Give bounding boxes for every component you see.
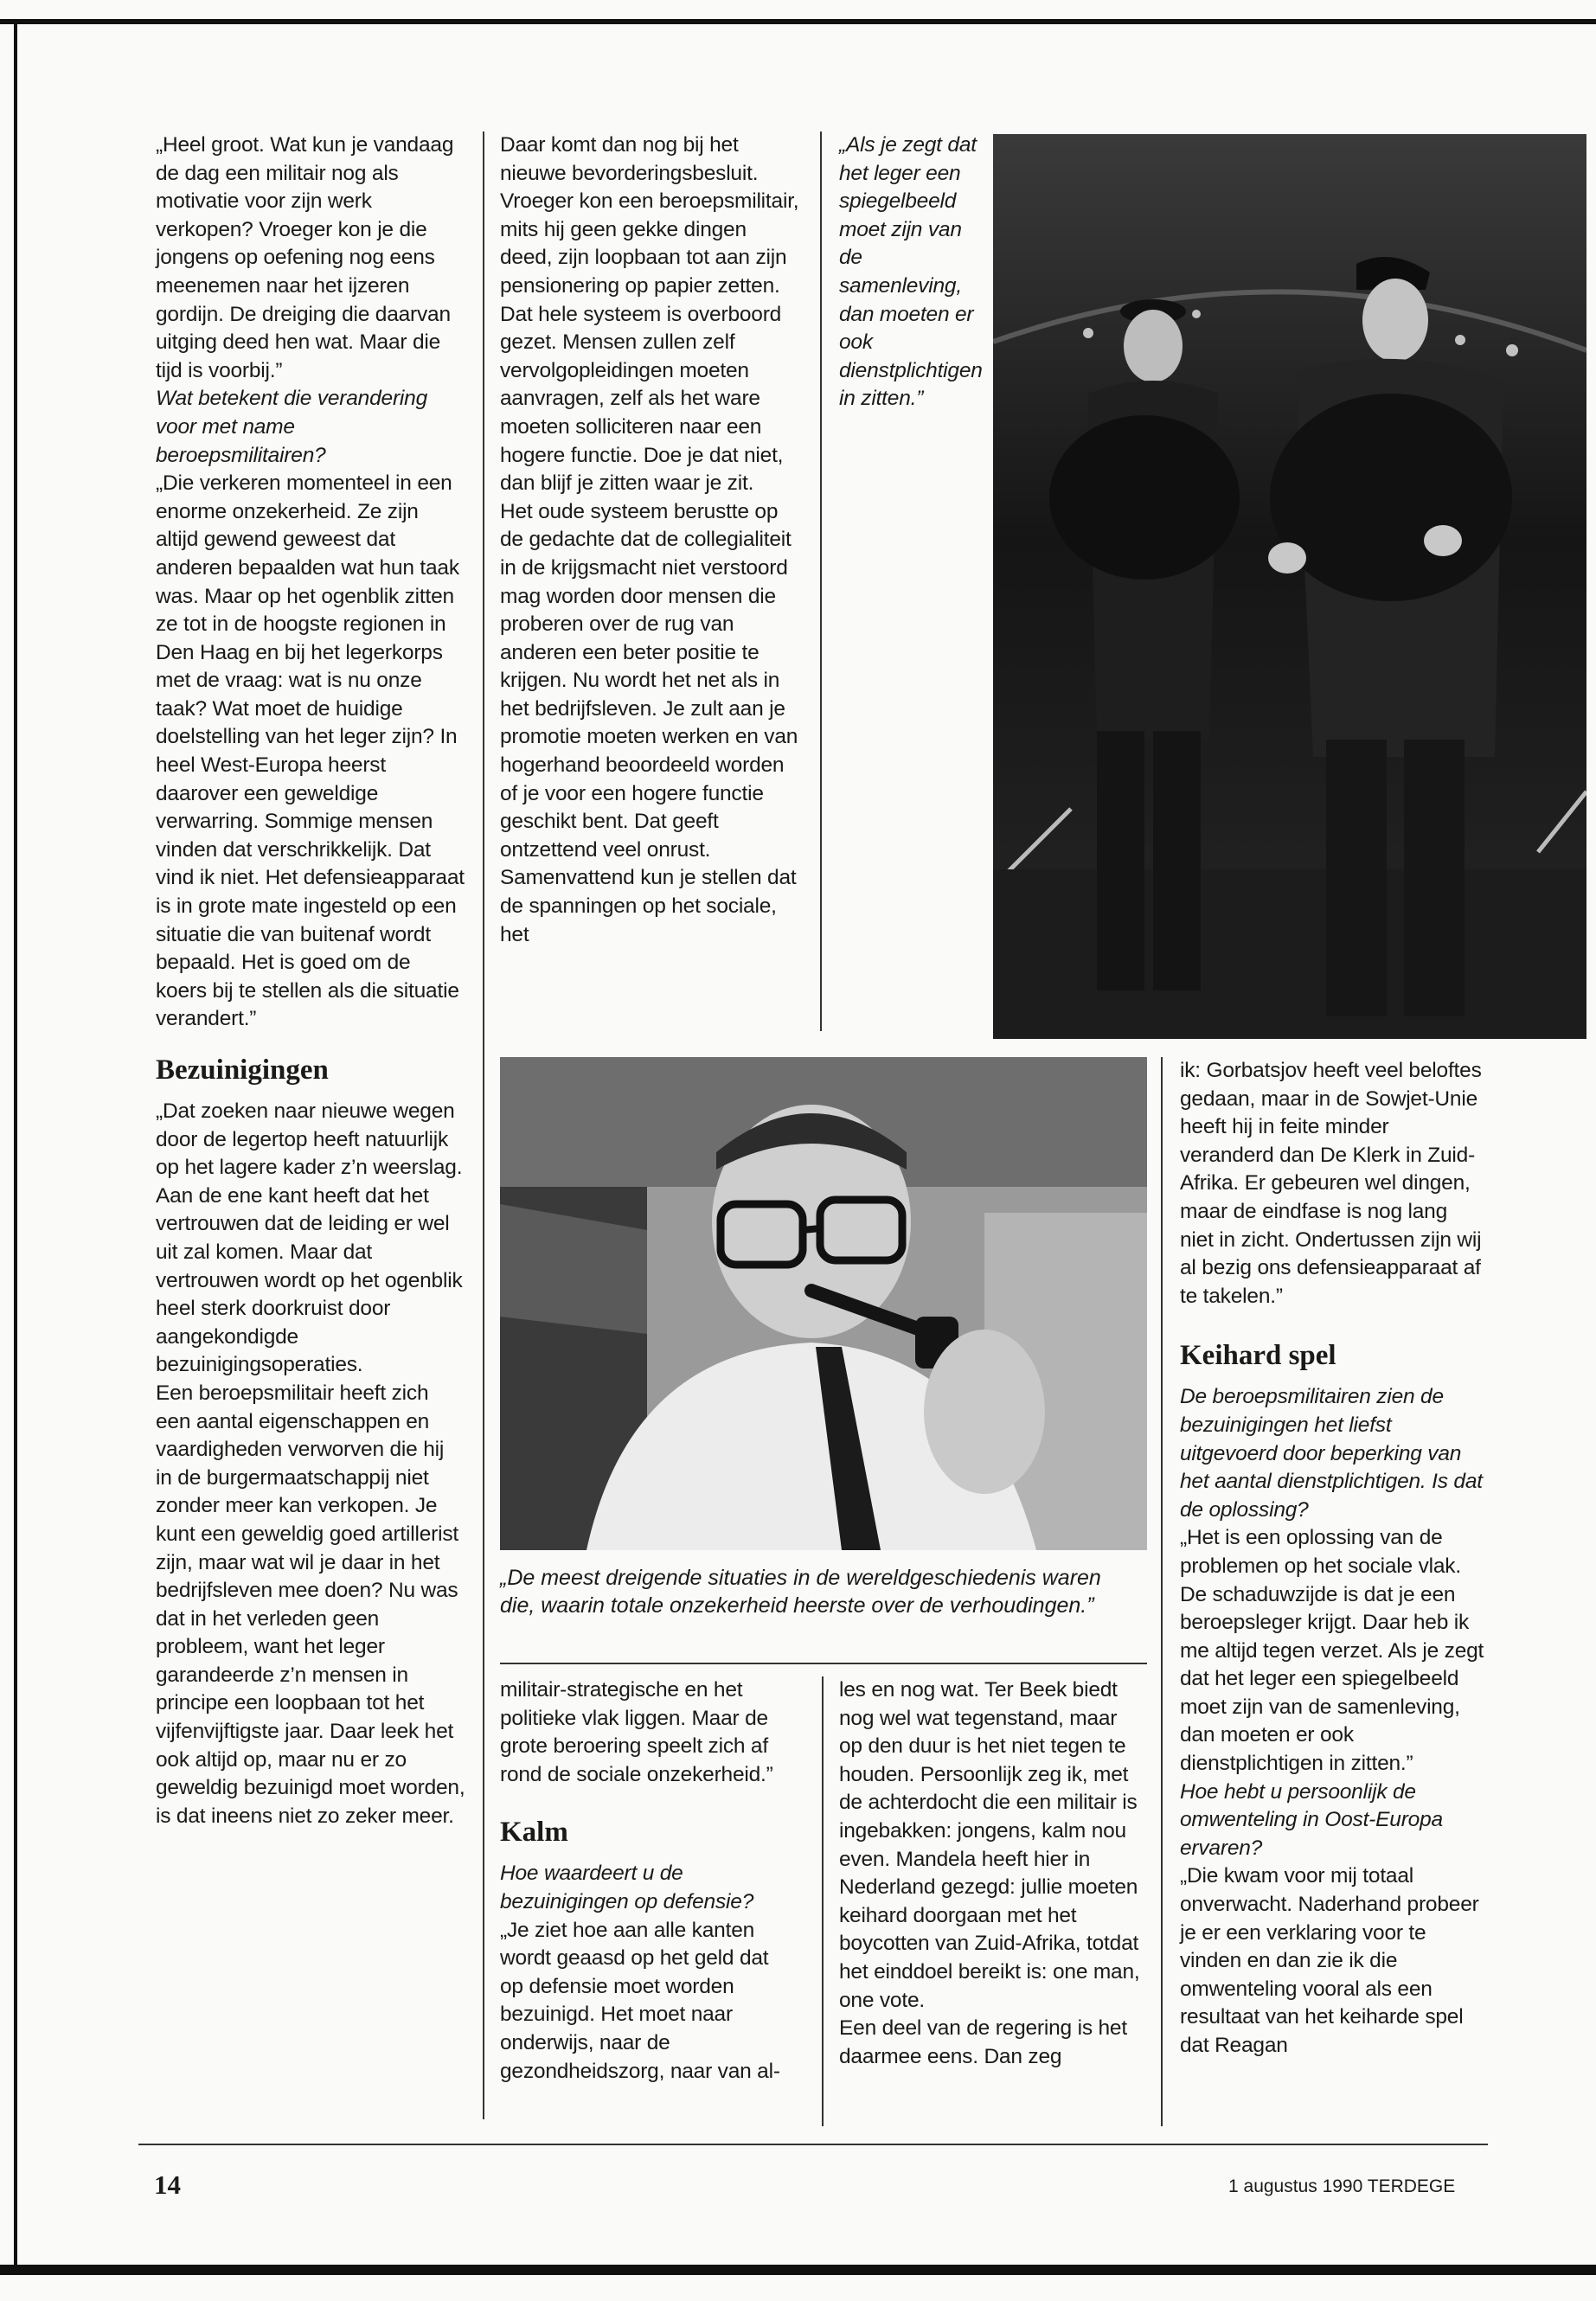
paragraph: „Heel groot. Wat kun je vandaag de dag een militair nog als motivatie voor zijn werk verkopen? Vroeger kon je die jongens op oefening nog eens meenemen naar het ijzeren gordijn. De dreiging die daarvan uitging deed hen wat. Maar die tijd is voorbij.” (156, 133, 454, 382)
pull-quote: „Als je zegt dat het leger een spiegelbeeld moet zijn van de samenleving, dan moeten er ook dienstplichtigen in zitten.” (839, 133, 983, 411)
paragraph: „Dat zoeken naar nieuwe wegen door de legertop heeft natuurlijk op het lagere kader z’n weerslag. Aan de ene kant heeft dat het vertrouwen dat de leiding er wel uit zal komen. Maar dat vertrouwen wordt op het ogenblik heel sterk doorkruist door aangekondigde bezuinigingsoperaties. (156, 1099, 463, 1377)
paragraph: ik: Gorbatsjov heeft veel beloftes gedaan, maar in de Sowjet-Unie heeft hij in feite minder veranderd dan De Klerk in Zuid-Afrika. Er gebeuren wel dingen, maar de eindfase is nog lang niet in zicht. Ondertussen zijn wij al bezig ons defensieapparaat af te takelen.” (1180, 1059, 1482, 1308)
interview-question: Wat betekent die verandering voor met name beroepsmilitairen? (156, 387, 428, 467)
paragraph: les en nog wat. Ter Beek biedt nog wel wat tegenstand, maar op den duur is het niet tegen te houden. Persoonlijk zeg ik, met de achterdocht die een militair is ingebakken: jongens, kalm nou even. Mandela heeft hier in Nederland gezegd: jullie moeten keihard doorgaan met het boycotten van Zuid-Afrika, totdat het einddoel bereikt is: one man, one vote. (839, 1678, 1140, 2012)
man-with-pipe-photo (500, 1057, 1147, 1550)
article-column-2 (500, 131, 803, 949)
page-number: 14 (154, 2170, 181, 2200)
paragraph: „Die kwam voor mij totaal onverwacht. Naderhand probeer je er een verklaring voor te vinden en dan zie ik die omwenteling vooral als een resultaat van het keiharde spel dat Reagan (1180, 1864, 1479, 2057)
page-border-bottom (0, 2265, 1596, 2275)
page-border-left (14, 19, 17, 2268)
article-column-1 (156, 131, 465, 1830)
paragraph: „Je ziet hoe aan alle kanten wordt geaasd op het geld dat op defensie moet worden bezuinigd. Het moet naar onderwijs, naar de gezondheidszorg, naar van al- (500, 1918, 780, 2083)
page-border-top (0, 19, 1596, 24)
column-rule (483, 131, 484, 2119)
section-heading-bezuinigingen: Bezuinigingen (156, 1054, 329, 1086)
interview-question: Hoe hebt u persoonlijk de omwenteling in Oost-Europa ervaren? (1180, 1779, 1443, 1860)
footer-rule (138, 2144, 1488, 2145)
issue-date-publication: 1 augustus 1990 TERDEGE (1228, 2176, 1456, 2196)
column-rule (820, 131, 822, 1031)
paragraph: Een deel van de regering is het daarmee eens. Dan zeg (839, 2016, 1127, 2068)
article-column-4 (839, 1676, 1142, 2071)
paragraph: Daar komt dan nog bij het nieuwe bevorderingsbesluit. Vroeger kon een beroepsmilitair, mits hij geen gekke dingen deed, zijn loopbaan tot aan zijn pensionering op papier zetten. Dat hele systeem is overboord gezet. Mensen zullen zelf vervolgopleidingen moeten aanvragen, zelf als het ware moeten solliciteren naar een hogere functie. Doe je dat niet, dan blijf je zitten waar je zit. (500, 133, 799, 496)
paragraph: „Die verkeren momenteel in een enorme onzekerheid. Ze zijn altijd gewend geweest dat anderen bepaalden wat hun taak was. Maar op het ogenblik zitten ze tot in de hoogste regionen in Den Haag en bij het legerkorps met de vraag: wat is nu onze taak? Wat moet de huidige doelstelling van het leger zijn? In heel West-Europa heerst daarover een geweldige verwarring. Sommige mensen vinden dat verschrikkelijk. Dat vind ik niet. Het defensieapparaat is in grote mate ingesteld op een situatie die van buitenaf wordt bepaald. Het is goed om de koers bij te stellen als die situatie verandert.” (156, 471, 465, 1031)
paragraph: Een beroepsmilitair heeft zich een aantal eigenschappen en vaardigheden verworven die hij in de burgermaatschappij niet zonder meer kan verkopen. Je kunt een geweldig goed artillerist zijn, maar wat wil je daar in het bedrijfsleven mee doen? Nu was dat in het verleden geen probleem, want het leger garandeerde z’n mensen in principe een loopbaan tot het vijfenvijftigste jaar. Daar leek het ook altijd op, maar nu er zo geweldig bezuinigd moet worden, is dat ineens niet zo zeker meer. (156, 1381, 465, 1828)
column-rule (822, 1676, 824, 2126)
interview-question: Hoe waardeert u de bezuinigingen op defensie? (500, 1862, 754, 1913)
section-heading-keihard-spel: Keihard spel (1180, 1340, 1336, 1372)
paragraph: Het oude systeem berustte op de gedachte dat de collegialiteit in de krijgsmacht niet verstoord mag worden door mensen die proberen over de rug van anderen een beter positie te krijgen. Nu wordt het net als in het bedrijfsleven. Je zult aan je promotie moeten werken en van hogerhand beoordeeld worden of je voor een hogere functie geschikt bent. Dat geeft ontzettend veel onrust. Samenvattend kun je stellen dat de spanningen op het sociale, het (500, 499, 798, 946)
interview-question: De beroepsmilitairen zien de bezuinigingen het liefst uitgevoerd door beperking van het aantal dienstplichtigen. Is dat de oplossing? (1180, 1385, 1483, 1522)
caption-rule (500, 1663, 1147, 1664)
soldiers-photo (993, 134, 1586, 1039)
section-heading-kalm: Kalm (500, 1817, 568, 1849)
paragraph: militair-strategische en het politieke vlak liggen. Maar de grote beroering speelt zich af rond de sociale onzekerheid.” (500, 1678, 773, 1786)
photo-caption: „De meest dreigende situaties in de wereldgeschiedenis waren die, waarin totale onzekerheid heerste over de verhoudingen.” (500, 1566, 1101, 1618)
article-column-3 (500, 1676, 785, 2086)
article-column-5 (1180, 1057, 1484, 2061)
paragraph: „Het is een oplossing van de problemen op het sociale vlak. De schaduwzijde is dat je een beroepsleger krijgt. Daar heb ik me altijd tegen verzet. Als je zegt dat het leger een spiegelbeeld moet zijn van de samenleving, dan moeten er ook dienstplichtigen in zitten.” (1180, 1526, 1484, 1776)
column-rule (1161, 1057, 1163, 2126)
